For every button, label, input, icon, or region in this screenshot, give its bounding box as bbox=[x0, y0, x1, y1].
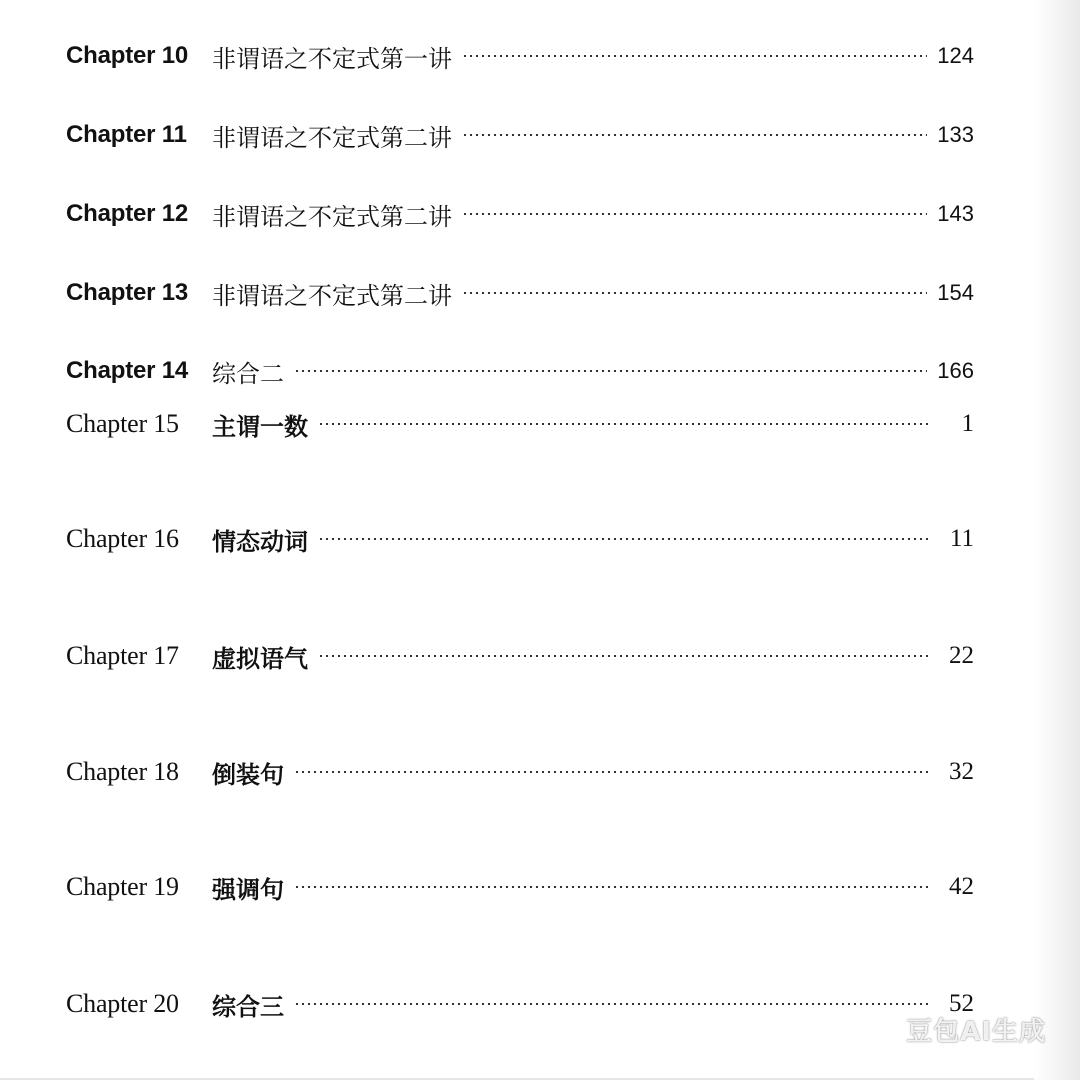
page-number: 143 bbox=[937, 201, 974, 226]
chapter-title: 主谓一数 bbox=[212, 412, 308, 441]
page-number: 154 bbox=[937, 280, 974, 305]
chapter-number: Chapter 14 bbox=[66, 357, 189, 384]
dot-leader bbox=[294, 1003, 928, 1005]
chapter-number: Chapter 16 bbox=[66, 524, 179, 553]
page-number: 32 bbox=[949, 758, 974, 785]
chapter-title: 强调句 bbox=[212, 875, 284, 904]
ai-watermark: 豆包AI生成 bbox=[906, 1017, 1046, 1047]
chapter-title: 非谓语之不定式第二讲 bbox=[212, 123, 452, 152]
toc-entry bbox=[66, 197, 974, 231]
chapter-title: 倒装句 bbox=[212, 760, 284, 789]
dot-leader bbox=[294, 886, 928, 888]
page-number: 22 bbox=[949, 642, 974, 669]
toc-entry bbox=[66, 118, 974, 152]
toc-entry bbox=[66, 522, 974, 556]
toc-entry bbox=[66, 354, 974, 388]
chapter-title: 综合三 bbox=[212, 992, 284, 1021]
chapter-title: 非谓语之不定式第二讲 bbox=[212, 202, 452, 231]
dot-leader bbox=[294, 370, 927, 372]
chapter-number: Chapter 15 bbox=[66, 409, 179, 438]
chapter-title: 虚拟语气 bbox=[212, 644, 308, 673]
chapter-title: 非谓语之不定式第二讲 bbox=[212, 281, 452, 310]
dot-leader bbox=[462, 213, 927, 215]
chapter-number: Chapter 17 bbox=[66, 641, 179, 670]
dot-leader bbox=[318, 538, 928, 540]
page-number: 1 bbox=[961, 410, 974, 437]
page-number: 52 bbox=[949, 990, 974, 1017]
page-number: 124 bbox=[937, 43, 974, 68]
page-number: 166 bbox=[937, 358, 974, 383]
dot-leader bbox=[462, 55, 927, 57]
dot-leader bbox=[318, 423, 928, 425]
toc-entry bbox=[66, 276, 974, 310]
dot-leader bbox=[462, 134, 927, 136]
dot-leader bbox=[462, 292, 927, 294]
chapter-number: Chapter 18 bbox=[66, 757, 179, 786]
dot-leader bbox=[294, 771, 928, 773]
chapter-number: Chapter 20 bbox=[66, 989, 179, 1018]
toc-entry bbox=[66, 639, 974, 673]
chapter-number: Chapter 12 bbox=[66, 200, 189, 227]
dot-leader bbox=[318, 655, 928, 657]
chapter-number: Chapter 19 bbox=[66, 872, 179, 901]
toc-entry bbox=[66, 39, 974, 73]
chapter-title: 综合二 bbox=[212, 359, 284, 388]
chapter-number: Chapter 11 bbox=[66, 121, 187, 148]
page-number: 42 bbox=[949, 873, 974, 900]
chapter-title: 情态动词 bbox=[212, 527, 308, 556]
chapter-number: Chapter 13 bbox=[66, 279, 189, 306]
chapter-number: Chapter 10 bbox=[66, 42, 189, 69]
toc-entry bbox=[66, 870, 974, 904]
page-number: 133 bbox=[937, 122, 974, 147]
page-edge-shadow bbox=[1034, 0, 1080, 1080]
toc-entry bbox=[66, 407, 974, 441]
toc-entry bbox=[66, 987, 974, 1021]
page-number: 11 bbox=[949, 525, 974, 552]
chapter-title: 非谓语之不定式第一讲 bbox=[212, 44, 452, 73]
toc-entry bbox=[66, 755, 974, 789]
